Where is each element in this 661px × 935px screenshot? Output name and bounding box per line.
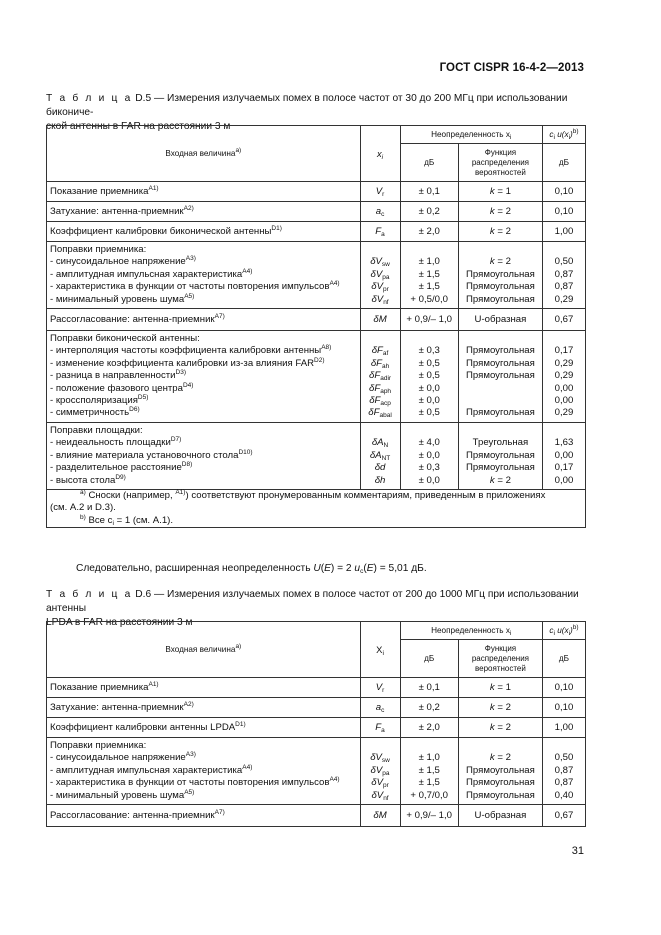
- table-d5: [46, 125, 586, 528]
- table-row: Коэффициент калибровки биконической антенны$^{D1)}$ $F_a$ ± 2,0 k = 2 1,00: [47, 222, 586, 242]
- table-row: Затухание: антенна-приемник$^{A2)}$ $a_c$ ± 0,2 k = 2 0,10: [47, 698, 586, 718]
- table-row: Показание приемника$^{A1)}$ $V_r$ ± 0,1 k = 1 0,10: [47, 678, 586, 698]
- head-ci-u: $c_i$ $u(x_i)^{b)}$: [542, 622, 585, 640]
- head-uncertainty: Неопределенность $x_i$: [400, 126, 542, 144]
- caption-line-2: ской антенны в FAR на расстоянии 3 м: [46, 121, 231, 132]
- table-row: Коэффициент калибровки антенны $LPDA^{D1)}$ $F_a$ ± 2,0 k = 2 1,00: [47, 718, 586, 738]
- table-row: Показание приемника$^{A1)}$ $V_r$ ± 0,1 k = 1 0,10: [47, 182, 586, 202]
- table-head-row: [47, 622, 586, 640]
- table-head-row-2: дБ Функция распределения вероятностей дБ: [47, 640, 586, 678]
- table-head-row: [47, 126, 586, 144]
- head-ci-u: $c_i$ $u(x_i)^{b)}$: [542, 126, 585, 144]
- head-db: дБ: [400, 144, 458, 182]
- head-distribution: Функция распределения вероятностей: [458, 144, 542, 182]
- table-row: Рассогласование: антенна-приемник$^{A7)}$ δM + 0,9/– 1,0 U-образная 0,67: [47, 309, 586, 331]
- note-b: $^{b)}$ Все $c_i = 1$ (см. А.1).: [80, 513, 174, 527]
- head-xi: $x_i$: [360, 126, 400, 182]
- head-input: Входная величина$^{a)}$: [47, 126, 361, 182]
- table-group-receiver: Поправки приемника: - синусоидальное напряжение$^{A3)}$ - амплитудная импульсная характеристика$^{A4)}$ - характеристика в функции от частоты повторения импульсов$^{A4)}$ - минимальный уровень шума$^{A5)}$ $\delta V_{sw}$ $\delta V_{pa}$ $\delta V_{pr}$ $\delta V_{nf}$ ± 1,0 ± 1,5 ± 1,5 + 0,7/0,0 k = 2 Прямоугольная Прямоугольная Прямоугольная 0,50 0,87 0,87 0,40: [47, 738, 586, 805]
- table-label: Т а б л и ц а: [46, 93, 133, 104]
- head-uncertainty: Неопределенность $x_i$: [400, 622, 542, 640]
- document-header: ГОСТ CISPR 16-4-2—2013: [439, 62, 584, 74]
- table-notes: [47, 489, 586, 527]
- head-input: Входная величина$^{a)}$: [47, 622, 361, 678]
- table-group-antenna: Поправки биконической антенны: - интерполяция частоты коэффициента калибровки антенны$^{A8)}$ - изменение коэффициента калибровки из-за влияния $FAR^{D2)}$ - разница в направленности$^{D3)}$ - положение фазового центра$^{D4)}$ - кроссполяризация$^{D5)}$ - симметричность$^{D6)}$ $\delta F_{af}$ $\delta F_{ah}$ $\delta F_{adir}$ $\delta F_{aph}$ $\delta F_{acp}$ $\delta F_{abal}$ ± 0,3 ± 0,5 ± 0,5 ± 0,0 ± 0,0 ± 0,5 Прямоугольная Прямоугольная Прямоугольная Прямоугольная 0,17 0,29 0,29 0,00 0,00 0,29: [47, 331, 586, 423]
- table-d6-caption: Т а б л и ц а D.6 — Измерения излучаемых помех в полосе частот от 200 до 1000 МГц при использовании антенны LPDA в FAR на расстоянии 3 м: [46, 589, 579, 628]
- head-db-2: дБ: [542, 144, 585, 182]
- table-group-receiver: Поправки приемника: - синусоидальное напряжение$^{A3)}$ - амплитудная импульсная характеристика$^{A4)}$ - характеристика в функции от частоты повторения импульсов$^{A4)}$ - минимальный уровень шума$^{A5)}$ $\delta V_{sw}$ $\delta V_{pa}$ $\delta V_{pr}$ $\delta V_{nf}$ ± 1,0 ± 1,5 ± 1,5 + 0,5/0,0 k = 2 Прямоугольная Прямоугольная Прямоугольная 0,50 0,87 0,87 0,29: [47, 242, 586, 309]
- table-row: Рассогласование: антенна-приемник$^{A7)}$ δM + 0,9/– 1,0 U-образная 0,67: [47, 805, 586, 827]
- table-number: D.5: [135, 93, 152, 104]
- page-number: 31: [571, 845, 584, 857]
- note-a: $^{a)}$ Сноски (например, $^{A1)}$) соответствуют пронумерованным комментариям, приведенным в приложениях: [80, 488, 546, 501]
- expanded-uncertainty-text: Следовательно, расширенная неопределенность U(E) = 2 $u_c(E) = 5,01$ дБ.: [76, 563, 427, 575]
- head-xi: $X_i$: [360, 622, 400, 678]
- caption-line-1: — Измерения излучаемых помех в полосе частот от 30 до 200 МГц при использовании бикониче-: [46, 93, 568, 118]
- note-a-cont: (см. А.2 и D.3).: [50, 502, 116, 514]
- table-row: Затухание: антенна-приемник$^{A2)}$ $a_c$ ± 0,2 k = 2 0,10: [47, 202, 586, 222]
- table-group-site: Поправки площадки: - неидеальность площадки$^{D7)}$ - влияние материала установочного стола$^{D10)}$ - разделительное расстояние$^{D8)}$ - высота стола$^{D9)}$ $\delta A_N$ $\delta A_{NT}$ δd δh ± 4,0 ± 0,0 ± 0,3 ± 0,0 Треугольная Прямоугольная Прямоугольная k = 2 1,63 0,00 0,17 0,00: [47, 422, 586, 489]
- table-d6: [46, 621, 586, 827]
